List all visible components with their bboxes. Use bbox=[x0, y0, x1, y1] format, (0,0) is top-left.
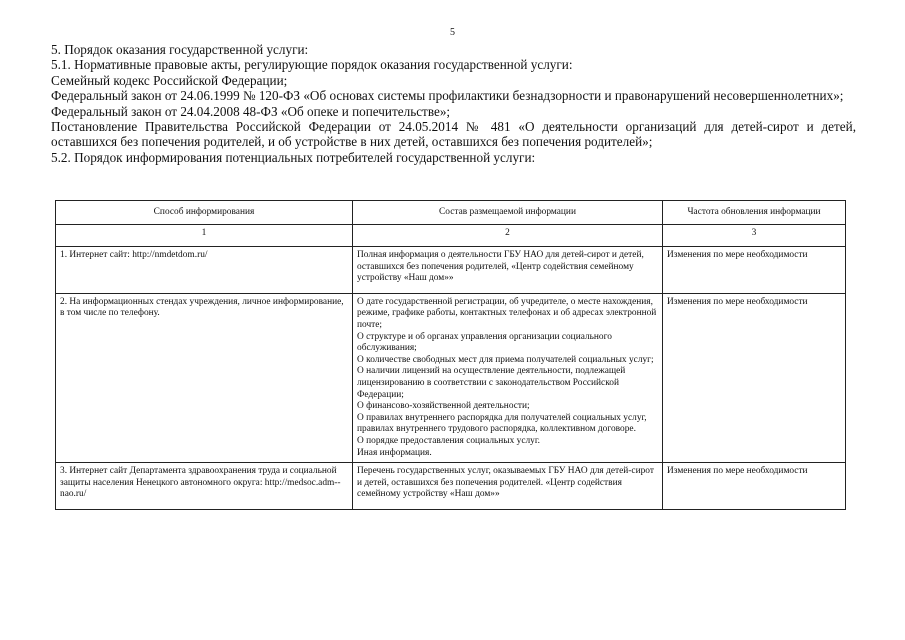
column-number: 2 bbox=[353, 225, 663, 247]
content-cell bbox=[353, 293, 663, 462]
method-cell: 1. Интернет сайт: http://nmdetdom.ru/ bbox=[56, 247, 353, 294]
column-header: Состав размещаемой информации bbox=[353, 201, 663, 225]
column-header: Способ информирования bbox=[56, 201, 353, 225]
column-number: 3 bbox=[663, 225, 846, 247]
content-line: О количестве свободных мест для приема получателей социальных услуг; bbox=[357, 354, 654, 365]
legal-act-item: Семейный кодекс Российской Федерации; bbox=[51, 72, 288, 88]
table-row bbox=[56, 463, 846, 510]
legal-act-item: Федеральный закон от 24.06.1999 № 120-ФЗ «Об основах системы профилактики безнадзорности и правонарушений несовершеннолетних»; bbox=[51, 88, 844, 104]
method-cell: 2. На информационных стендах учреждения, личное информирование, в том числе по телефону. bbox=[56, 293, 353, 462]
content-line: О структуре и об органах управления организации социального обслуживания; bbox=[357, 331, 612, 354]
frequency-cell: Изменения по мере необходимости bbox=[663, 463, 846, 510]
frequency-cell: Изменения по мере необходимости bbox=[663, 293, 846, 462]
content-line: Иная информация. bbox=[357, 447, 432, 458]
column-number: 1 bbox=[56, 225, 353, 247]
content-line: О правилах внутреннего распорядка для получателей социальных услуг, правилах внутреннего трудового распорядка, коллективном договоре. bbox=[357, 412, 647, 435]
page-number: 5 bbox=[450, 27, 455, 38]
content-cell bbox=[353, 247, 663, 294]
content-line: О дате государственной регистрации, об учредителе, о месте нахождения, режиме, графике работы, контактных телефонах и об адресах электронной почте; bbox=[357, 296, 657, 330]
legal-act-item: Федеральный закон от 24.04.2008 48-ФЗ «Об опеке и попечительстве»; bbox=[51, 103, 451, 119]
legal-act-item: Постановление Правительства Российской Федерации от 24.05.2014 № 481 «О деятельности организаций для детей-сирот и детей, оставшихся без попечения родителей, и об устройстве в них детей, оставшихся без попечения родителей»; bbox=[51, 119, 856, 150]
document-body bbox=[51, 42, 856, 165]
subsection-heading: 5.1. Нормативные правовые акты, регулирующие порядок оказания государственной услуги: bbox=[51, 57, 573, 73]
content-line: О наличии лицензий на осуществление деятельности, подлежащей лицензированию в соответствии с законодательством Российской Федерации; bbox=[357, 366, 626, 400]
content-line: О финансово-хозяйственной деятельности; bbox=[357, 401, 530, 412]
content-line: О порядке предоставления социальных услуг. bbox=[357, 435, 540, 446]
content-cell bbox=[353, 463, 663, 510]
column-number-row bbox=[56, 225, 846, 247]
content-line: Полная информация о деятельности ГБУ НАО для детей-сирот и детей, оставшихся без попечения родителей, «Центр содействия семейному устройству «Наш дом»» bbox=[357, 250, 644, 284]
frequency-cell: Изменения по мере необходимости bbox=[663, 247, 846, 294]
content-line: Перечень государственных услуг, оказываемых ГБУ НАО для детей-сирот и детей, оставшихся без попечения родителей. «Центр содействия семейному устройству «Наш дом»» bbox=[357, 466, 654, 500]
column-header: Частота обновления информации bbox=[663, 201, 846, 225]
information-table bbox=[55, 200, 846, 510]
table-header-row bbox=[56, 201, 846, 225]
table-row bbox=[56, 293, 846, 462]
method-cell: 3. Интернет сайт Департамента здравоохранения труда и социальной защиты населения Ненецкого автономного округа: http://medsoc.adm--nao.ru/ bbox=[56, 463, 353, 510]
table-row bbox=[56, 247, 846, 294]
section-heading: 5. Порядок оказания государственной услуги: bbox=[51, 42, 309, 57]
subsection-heading: 5.2. Порядок информирования потенциальных потребителей государственной услуги: bbox=[51, 149, 536, 165]
